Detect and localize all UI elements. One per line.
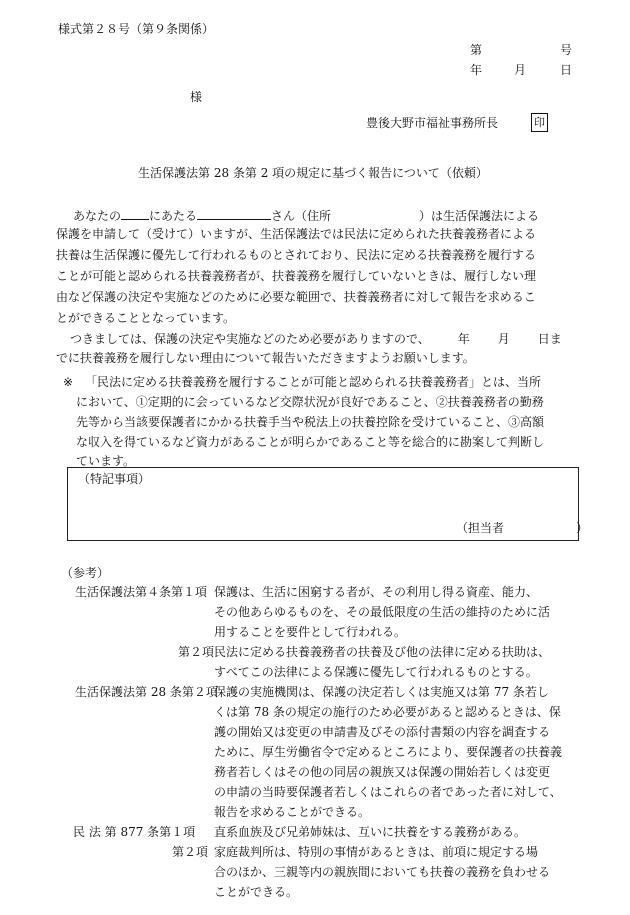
ref-civil-1-line: 直系血族及び兄弟姉妹は、互いに扶養をする義務がある。 xyxy=(214,825,527,839)
special-remarks-label: （特記事項） xyxy=(78,472,151,486)
name-blank xyxy=(197,208,271,220)
date-month-label: 月 xyxy=(514,63,527,77)
body-line-7: つきましては、保護の決定や実施などのため必要がありますので、 年 月 日ま xyxy=(70,332,562,346)
relation-blank xyxy=(121,208,149,220)
ref-art4-1-head: 生活保護法第４条第１項 xyxy=(75,585,208,599)
issuer-name: 豊後大野市福祉事務所長 xyxy=(366,116,499,130)
ref-art28-2-line: ために、厚生労働省令で定めるところにより、要保護者の扶養義 xyxy=(214,745,563,759)
body-line-5: 由など保護の決定や実施などのために必要な範囲で、扶養義務者に対して報告を求めるこ xyxy=(56,290,536,304)
ref-art28-2-line: 務者若しくはその他の同居の親族又は保護の開始若しくは変更 xyxy=(214,765,551,779)
date-year-label: 年 xyxy=(470,63,483,77)
ref-art4-2-line: すべてこの法律による保護に優先して行われるものとする。 xyxy=(214,665,538,679)
ref-art28-2-line: の申請の当時要保護者若しくはこれらの者であった者に対して、 xyxy=(214,785,562,799)
addressee-suffix: 様 xyxy=(190,90,203,104)
ref-civil-2-line: 家庭裁判所は、特別の事情があるときは、前項に規定する場 xyxy=(214,845,539,859)
person-in-charge: （担当者 ） xyxy=(456,521,589,535)
body-line-1: あなたの にあたる さん（住所 ）は生活保護法による xyxy=(73,209,540,223)
ref-art28-2-line: 護の開始又は変更の申請書及びその添付書類の内容を調査する xyxy=(214,725,551,739)
date-day-label: 日 xyxy=(560,63,573,77)
ref-civil-2-line: 合のほか、三親等内の親族間においても扶養の義務を負わせる xyxy=(214,865,551,879)
doc-number-suffix: 号 xyxy=(560,43,573,57)
ref-civil-2-head: 第２項 xyxy=(172,845,209,859)
ref-art28-2-line: 報告を求めることができる。 xyxy=(214,805,371,819)
note-mark: ※ xyxy=(63,375,74,389)
seal-stamp: 印 xyxy=(531,113,548,132)
document-title: 生活保護法第 28 条第 2 項の規定に基づく報告について（依頼） xyxy=(138,166,488,180)
note-line-2: において、①定期的に会っているなど交際状況が良好であること、②扶養義務者の勤務 xyxy=(76,395,544,409)
ref-art28-2-head: 生活保護法第 28 条第２項 xyxy=(75,685,218,699)
form-number: 様式第２８号（第９条関係） xyxy=(58,22,215,36)
ref-art4-1-line: その他あらゆるものを、その最低限度の生活の維持のために活 xyxy=(214,605,551,619)
doc-number-prefix: 第 xyxy=(470,43,483,57)
body-line-3: 扶養は生活保護に優先して行われるものとされており、民法に定める扶養義務を履行する xyxy=(56,248,537,262)
ref-art28-2-line: 保護の実施機関は、保護の決定若しくは実施又は第 77 条若し xyxy=(214,685,549,699)
ref-art4-2-head: 第２項 xyxy=(178,645,215,659)
note-line-3: 先等から当該要保護者にかかる扶養手当や税法上の扶養控除を受けていること、③高額 xyxy=(76,415,545,429)
ref-art28-2-line: くは第 78 条の規定の施行のため必要があると認めるときは、保 xyxy=(214,705,561,719)
ref-civil-2-line: ことができる。 xyxy=(214,885,299,899)
body-line-8: でに扶養義務を履行しない理由について報告いただきますようお願いします。 xyxy=(56,351,475,365)
ref-art4-1-line: 用することを要件として行われる。 xyxy=(214,625,407,639)
body-line-4: ことが可能と認められる扶養義務者が、扶養義務を履行していないときは、履行しない理 xyxy=(56,269,537,283)
note-line-1: 「民法に定める扶養義務を履行することが可能と認められる扶養義務者」とは、当所 xyxy=(85,375,542,389)
ref-art4-1-line: 保護は、生活に困窮する者が、その利用し得る資産、能力、 xyxy=(214,585,539,599)
body-line-2: 保護を申請して（受けて）いますが、生活保護法では民法に定められた扶養義務者による xyxy=(56,227,537,241)
ref-civil-head: 民 法 第 877 条第１項 xyxy=(73,825,196,839)
note-line-4: な収入を得ているなど資力があることが明らかであること等を総合的に勘案して判断し xyxy=(76,435,545,449)
body-line-6: とができることとなっています。 xyxy=(56,311,236,325)
reference-heading: （参考） xyxy=(61,566,110,580)
note-line-5: ています。 xyxy=(76,454,136,468)
ref-art4-2-line: 民法に定める扶養義務者の扶養及び他の法律に定める扶助は、 xyxy=(214,645,551,659)
